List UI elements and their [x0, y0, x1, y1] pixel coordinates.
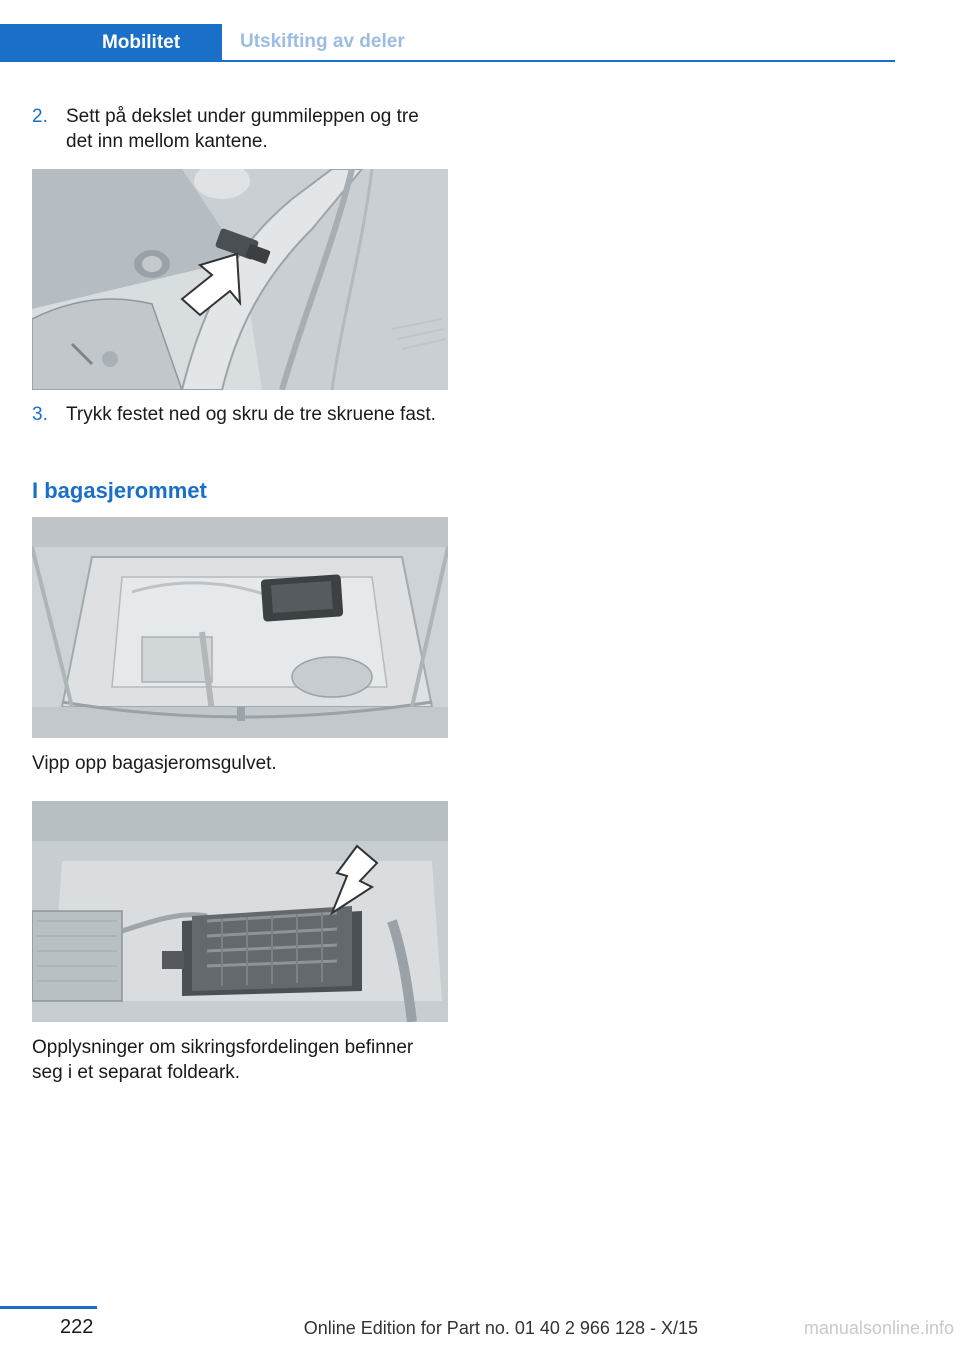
- edition-text: Online Edition for Part no. 01 40 2 966 128 - X/15: [303, 1318, 698, 1338]
- step-text: Sett på dekslet under gummileppen og tre det inn mellom kantene.: [66, 106, 419, 152]
- watermark: manualsonline.info: [803, 1318, 954, 1338]
- tab-mobilitet[interactable]: Mobilitet: [0, 24, 222, 62]
- step-text: Trykk festet ned og skru de tre skruene fast.: [66, 404, 436, 425]
- section-title: I bagasjerommet: [32, 478, 207, 503]
- figure-trunk-floor: [32, 517, 448, 738]
- page-header: [0, 24, 895, 62]
- footer-rule: [0, 1306, 97, 1309]
- paragraph-info: Opplysninger om sikringsfordelingen befinner seg i et separat foldeark.: [32, 1037, 414, 1083]
- step-3: [32, 402, 448, 427]
- figure-cover-clip-illustration: [32, 169, 448, 390]
- tab-utskifting-av-deler[interactable]: Utskifting av deler: [240, 31, 405, 52]
- figure-trunk-floor-illustration: [32, 517, 448, 738]
- figure-fuse-box-illustration: [32, 801, 448, 1022]
- step-number: 2.: [32, 106, 48, 127]
- paragraph-lift-floor: Vipp opp bagasjeromsgulvet.: [32, 753, 277, 774]
- figure-fuse-box: [32, 801, 448, 1022]
- step-number: 3.: [32, 404, 48, 425]
- header-rule: [0, 60, 895, 62]
- figure-cover-clip: [32, 169, 448, 390]
- step-2: [32, 104, 448, 154]
- page-number: 222: [60, 1316, 94, 1338]
